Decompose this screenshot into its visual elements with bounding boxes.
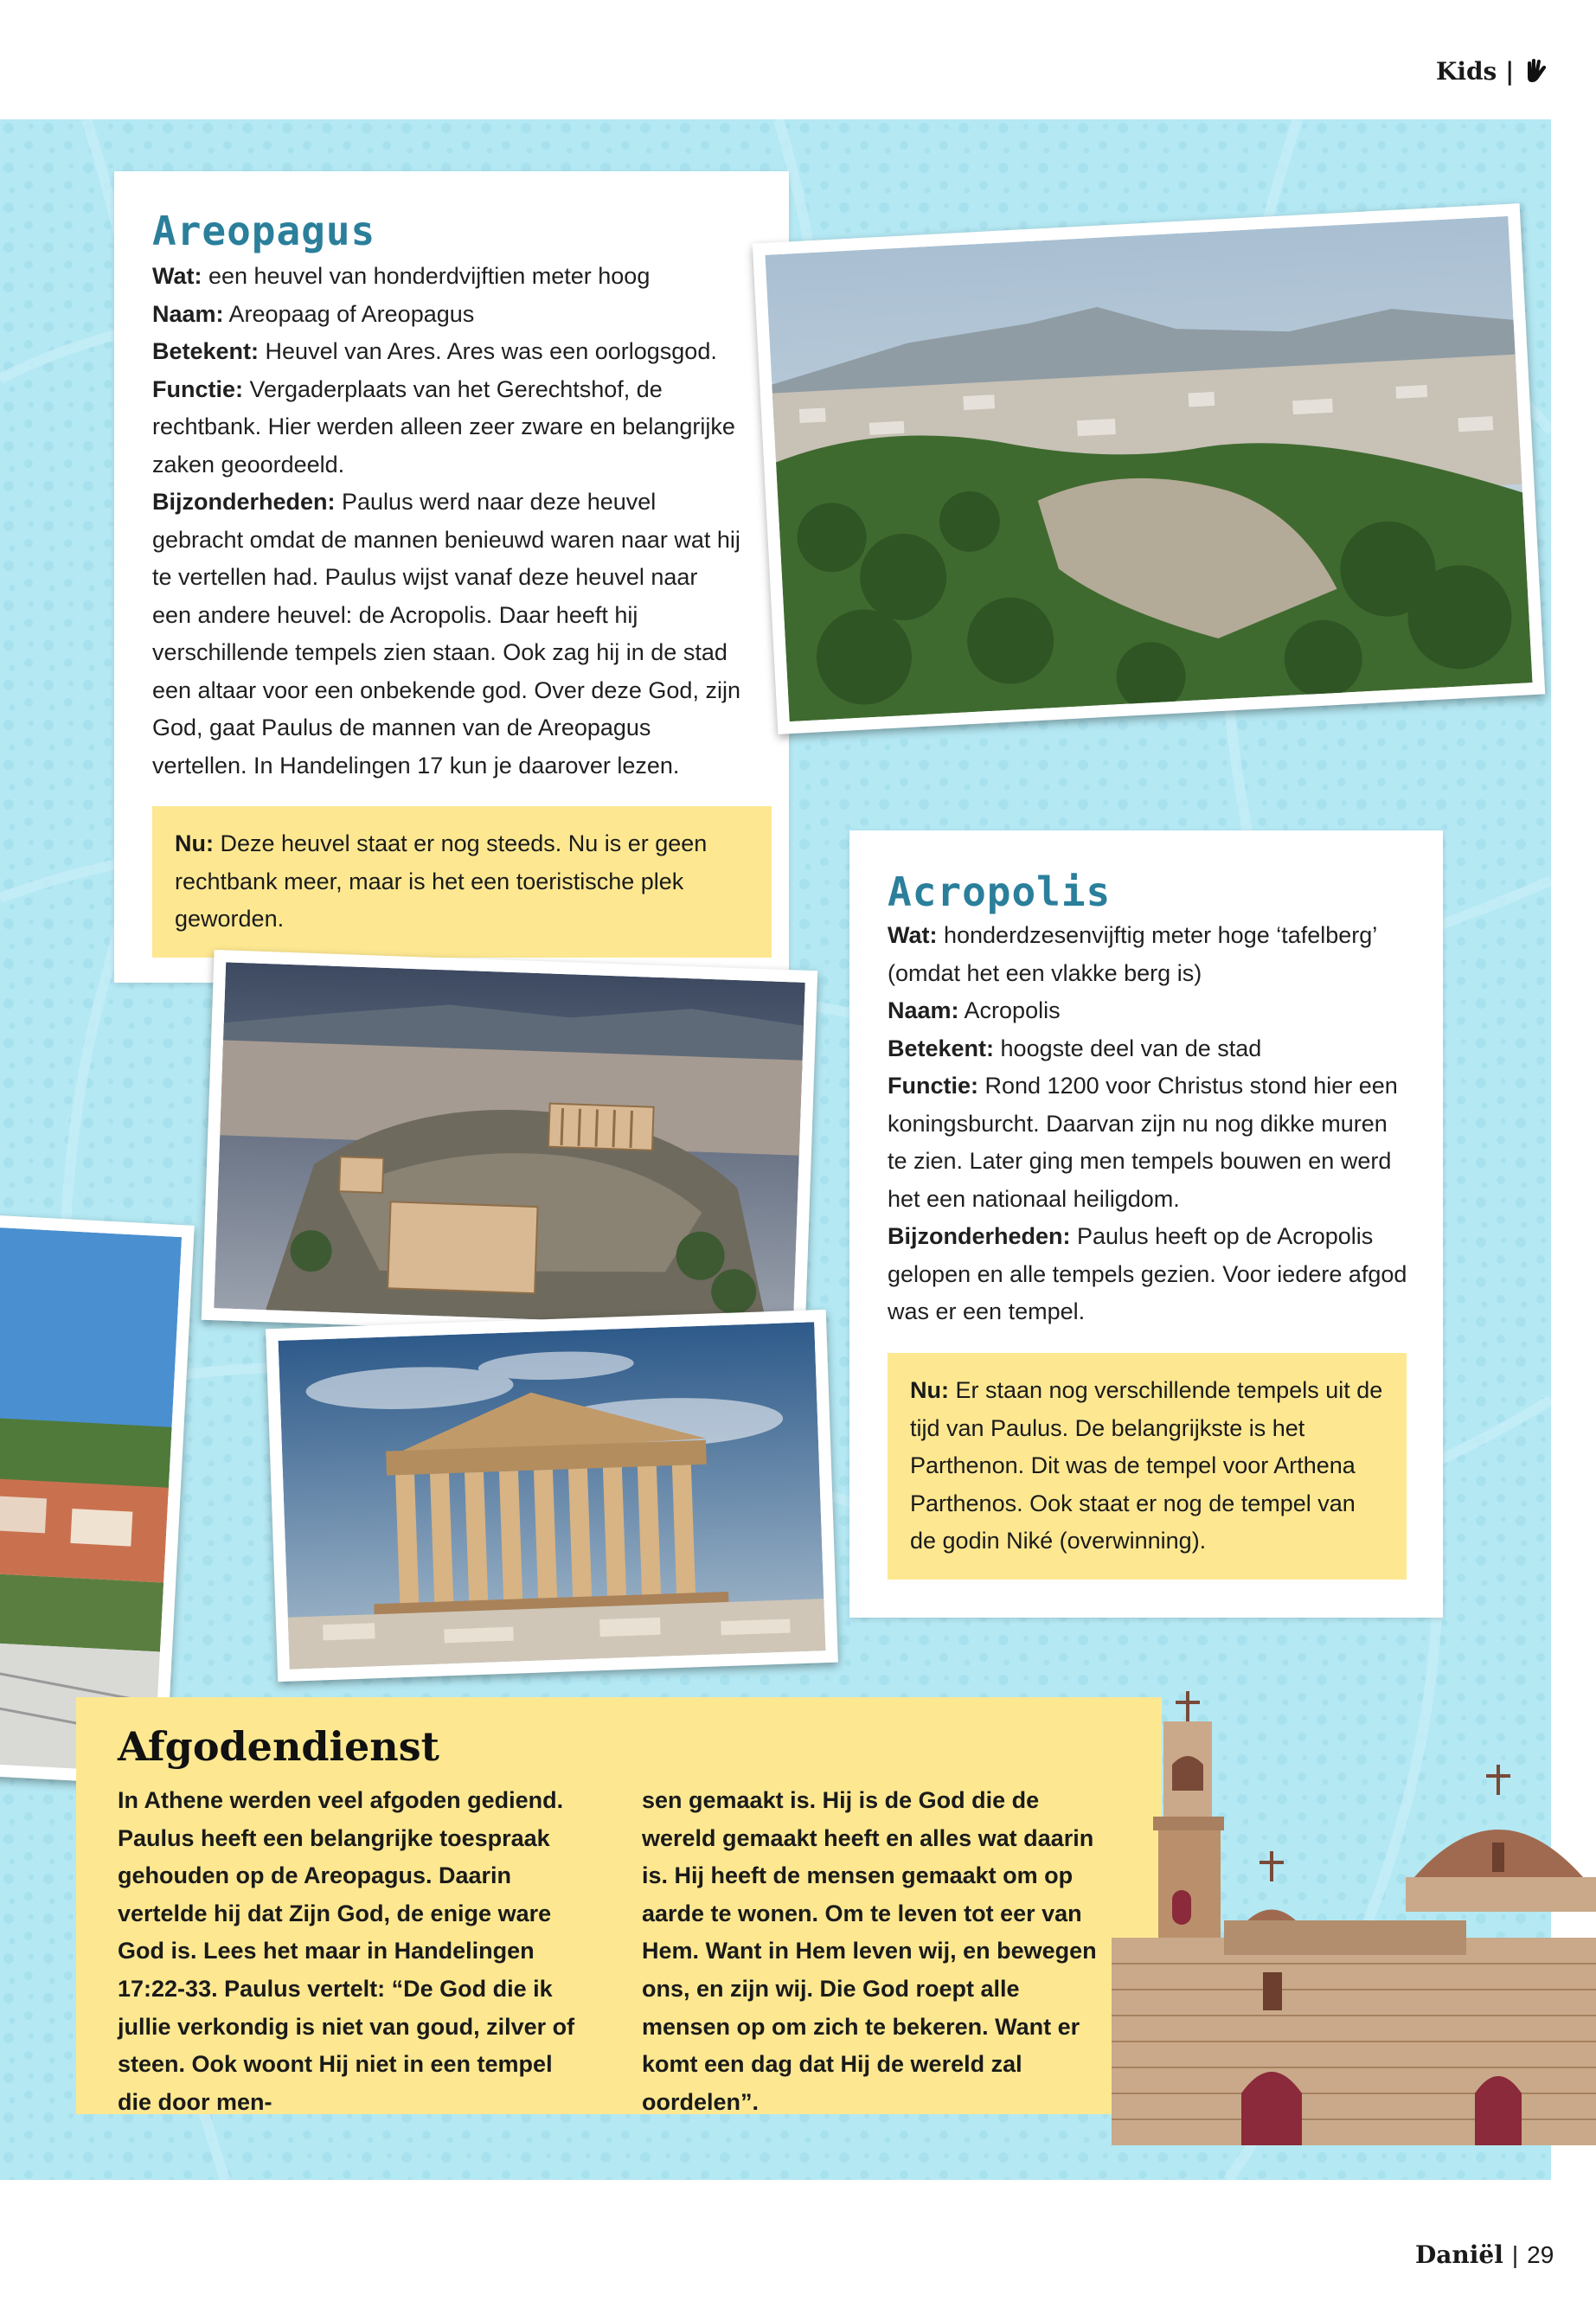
acropolis-title: Acropolis bbox=[888, 868, 1112, 915]
areopagus-card bbox=[114, 171, 789, 983]
areopagus-facts bbox=[152, 258, 740, 785]
fact-row: Naam: Acropolis bbox=[888, 997, 1061, 1023]
fact-row: Wat: een heuvel van honderdvijftien meter hoog bbox=[152, 263, 651, 289]
note-label: Nu: bbox=[175, 830, 214, 856]
areopagus-title: Areopagus bbox=[152, 208, 376, 254]
page-footer bbox=[1415, 2240, 1554, 2269]
areopagus-note bbox=[152, 806, 772, 958]
page-number: 29 bbox=[1527, 2240, 1554, 2268]
fact-row: Bijzonderheden: Paulus werd naar deze heuvel gebracht omdat de mannen benieuwd waren naar wat hij te vertellen had. Paulus wijst vanaf deze heuvel naar een andere heuvel: de Acropolis. Daar heeft hij verschillende tempels zien staan. Ook zag hij in de stad een altaar voor een onbekende god. Over deze God, zijn God, gaat Paulus de mannen van de Areopagus vertellen. In Handelingen 17 kun je daarover lezen. bbox=[152, 489, 740, 779]
afgodendienst-title: Afgodendienst bbox=[118, 1723, 439, 1770]
note-label: Nu: bbox=[910, 1377, 949, 1403]
note-text: Deze heuvel staat er nog steeds. Nu is er geen rechtbank meer, maar is het een toeristische plek geworden. bbox=[175, 830, 708, 932]
magazine-name: Daniël bbox=[1415, 2240, 1503, 2269]
fact-row: Naam: Areopaag of Areopagus bbox=[152, 300, 475, 327]
footer-separator: | bbox=[1511, 2240, 1519, 2268]
section-header bbox=[1436, 57, 1547, 86]
fact-row: Betekent: Heuvel van Ares. Ares was een oorlogsgod. bbox=[152, 338, 717, 364]
parthenon-photo bbox=[266, 1310, 838, 1682]
fact-row: Functie: Vergaderplaats van het Gerechtshof, de rechtbank. Hier werden alleen zeer zware en belangrijke zaken geoordeeld. bbox=[152, 375, 735, 478]
church-illustration bbox=[1112, 1687, 1596, 2145]
afgodendienst-box bbox=[76, 1697, 1162, 2114]
fact-row: Bijzonderheden: Paulus heeft op de Acropolis gelopen en alle tempels gezien. Voor iedere afgod was er een tempel. bbox=[888, 1223, 1407, 1324]
areopagus-photo bbox=[753, 203, 1546, 734]
acropolis-facts bbox=[888, 917, 1411, 1331]
afgodendienst-column-1: In Athene werden veel afgoden gediend. Paulus heeft een belangrijke toespraak gehouden op de Areopagus. Daarin vertelde hij dat Zijn God, de enige ware God is. Lees het maar in Handelingen 17:22-33. Paulus vertelt: “De God die ik jullie verkondig is niet van goud, zilver of steen. Ook woont Hij niet in een tempel die door men- bbox=[118, 1787, 575, 2115]
acropolis-card bbox=[849, 830, 1443, 1618]
fact-row: Wat: honderdzesenvijftig meter hoge ‘tafelberg’ (omdat het een vlakke berg is) bbox=[888, 922, 1377, 986]
hand-icon bbox=[1522, 59, 1547, 85]
section-label: Kids | bbox=[1436, 57, 1515, 86]
fact-row: Betekent: hoogste deel van de stad bbox=[888, 1035, 1262, 1061]
acropolis-note bbox=[888, 1353, 1407, 1580]
note-text: Er staan nog verschillende tempels uit de tijd van Paulus. De belangrijkste is het Parthenon. Dit was de tempel voor Arthena Parthenos. Ook staat er nog de tempel van de godin Niké (overwinning). bbox=[910, 1377, 1383, 1554]
acropolis-aerial-photo bbox=[202, 950, 818, 1341]
fact-row: Functie: Rond 1200 voor Christus stond hier een koningsburcht. Daarvan zijn nu nog dikke muren te zien. Later ging men tempels bouwen en werd het een nationaal heiligdom. bbox=[888, 1073, 1398, 1212]
afgodendienst-column-2: sen gemaakt is. Hij is de God die de wereld gemaakt heeft en alles wat daarin is. Hij heeft de mensen gemaakt om op aarde te wonen. Om te leven tot eer van Hem. Want in Hem leven wij, en bewegen ons, en zijn wij. Die God roept alle mensen op om zich te bekeren. Want er komt een dag dat Hij de wereld zal oordelen”. bbox=[642, 1787, 1097, 2115]
